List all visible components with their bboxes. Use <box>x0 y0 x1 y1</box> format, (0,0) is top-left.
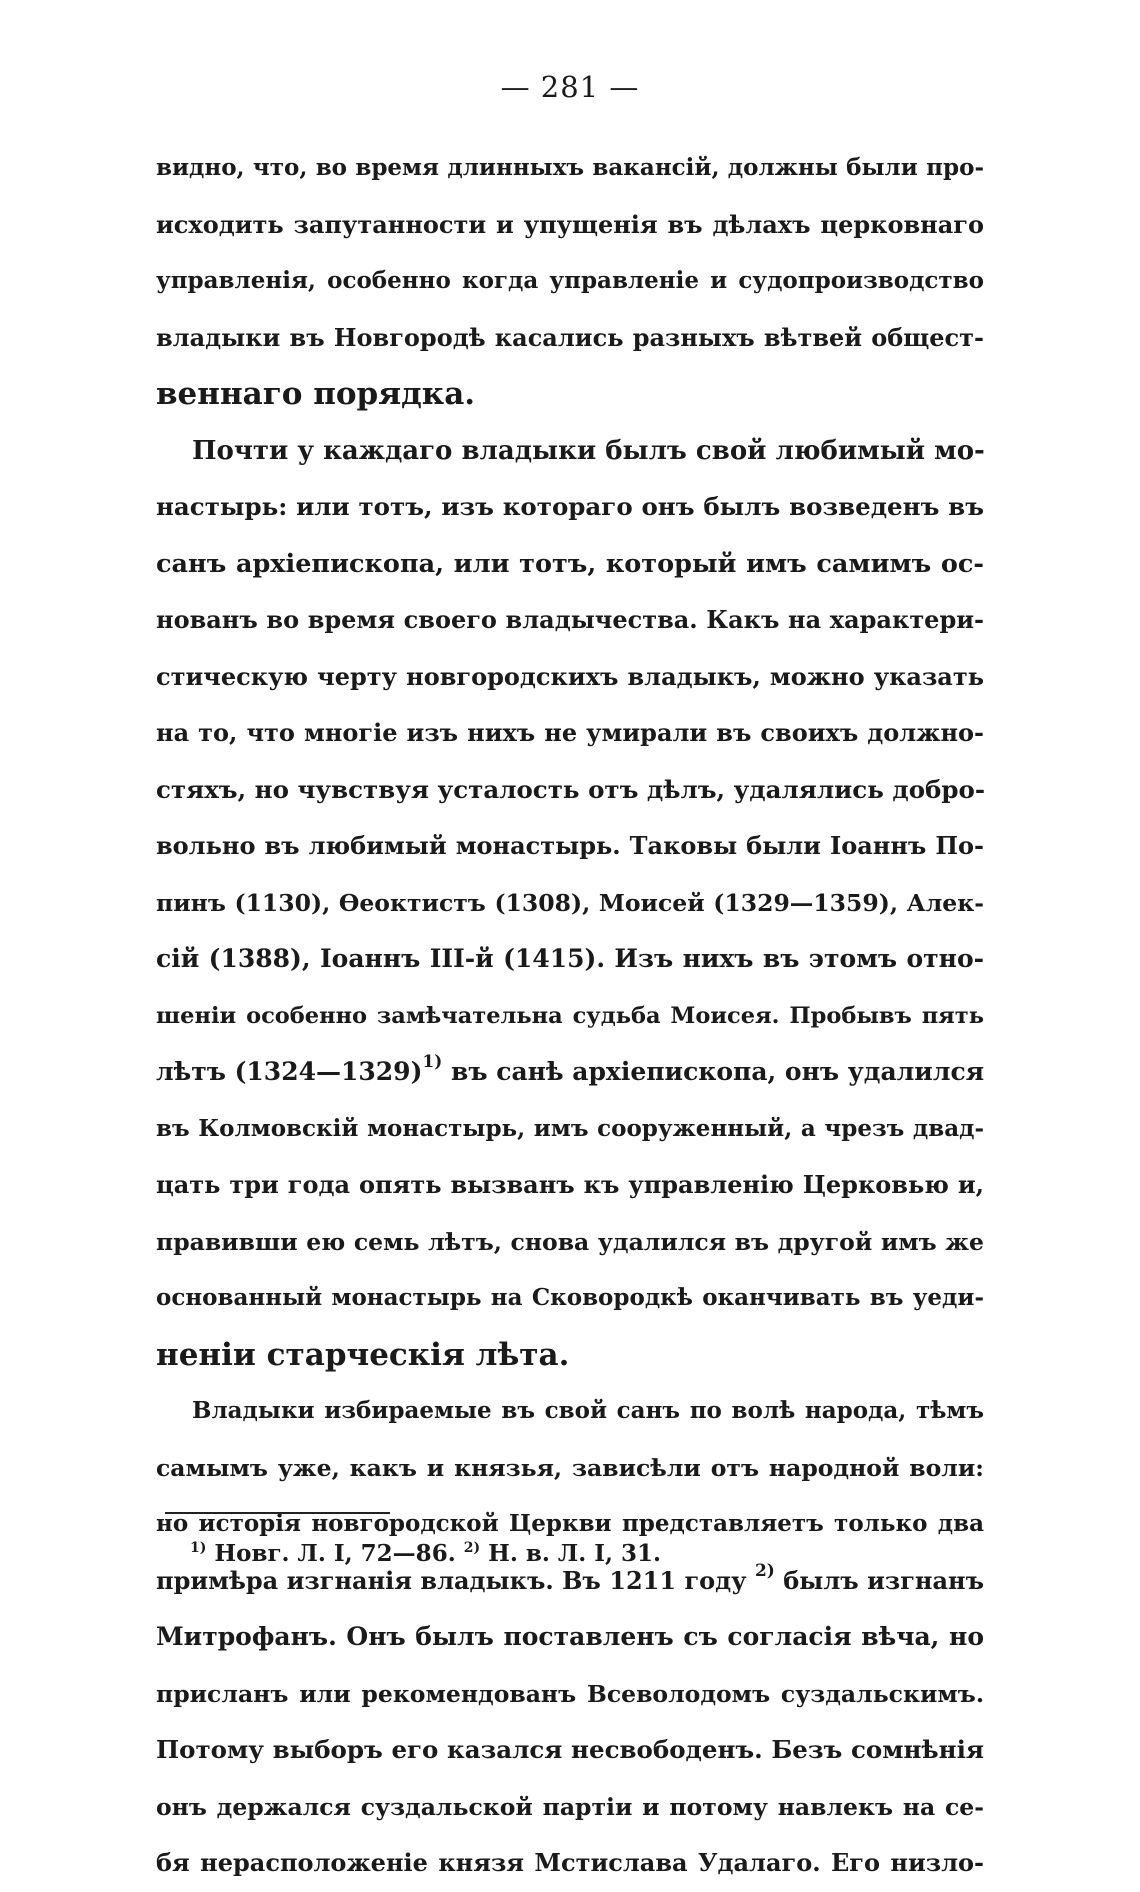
text-line: сій (1388), Іоаннъ III-й (1415). Изъ нихъ въ этомъ отно- <box>156 944 984 973</box>
text-line: Почти у каждаго владыки былъ свой любимый мо- <box>192 435 985 466</box>
text-line: владыки въ Новгородѣ касались разныхъ вѣтвей общест- <box>156 322 984 352</box>
text-line: пинъ (1130), Ѳеоктистъ (1308), Моисей (1329—1359), Алек- <box>156 888 984 917</box>
text-line: Митрофанъ. Онъ былъ поставленъ съ согласія вѣча, но <box>156 1622 984 1651</box>
text-segment: былъ изгнанъ <box>783 1565 985 1595</box>
text-line: онъ держался суздальской партіи и потому навлекъ на се- <box>156 1792 984 1821</box>
footnote-label-1: 1) <box>190 1540 207 1556</box>
text-line: настырь: или тотъ, изъ котораго онъ былъ возведенъ въ <box>156 492 984 521</box>
page-number: — 281 — <box>500 70 640 104</box>
text-line: Потому выборъ его казался несвободенъ. Безъ сомнѣнія <box>156 1735 984 1764</box>
text-line: видно, что, во время длинныхъ вакансій, должны были про- <box>156 154 984 181</box>
footnote-1: Новг. Л. I, 72—86. <box>214 1540 456 1567</box>
text-line: вольно въ любимый монастырь. Таковы были Іоаннъ По- <box>156 831 984 860</box>
text-line: санъ архіепископа, или тотъ, который имъ самимъ ос- <box>156 548 984 579</box>
text-line: шеніи особенно замѣчательна судьба Моисея. Пробывъ пять <box>156 1002 984 1029</box>
text-line: Владыки избираемые въ свой санъ по волѣ народа, тѣмъ <box>192 1397 984 1424</box>
text-line: на то, что многіе изъ нихъ не умирали въ своихъ должно- <box>156 718 984 747</box>
text-line: правивши ею семь лѣтъ, снова удалился въ другой имъ же <box>156 1227 984 1256</box>
text-segment: лѣтъ (1324—1329) <box>156 1057 423 1086</box>
footnote-2: Н. в. Л. I, 31. <box>488 1540 661 1567</box>
footnote-divider <box>165 1512 390 1514</box>
text-line: веннаго порядка. <box>156 376 476 412</box>
text-line: цать три года опять вызванъ къ управленію Церковью и, <box>156 1170 984 1199</box>
footnotes <box>190 1540 661 1567</box>
text-line: стическую черту новгородскихъ владыкъ, можно указать <box>156 661 984 691</box>
text-segment: примѣра изгнанія владыкъ. Въ 1211 году <box>156 1565 747 1595</box>
text-line-with-note <box>156 1044 984 1101</box>
text-line: самымъ уже, какъ и князья, зависѣли отъ народной воли: <box>156 1453 984 1482</box>
footnote-mark-2: 2) <box>754 1560 775 1581</box>
footnote-label-2: 2) <box>463 1540 481 1556</box>
text-line: неніи старческія лѣта. <box>156 1336 570 1373</box>
text-line: бя нерасположеніе князя Мстислава Удалаго. Его низло- <box>156 1848 984 1877</box>
text-line: стяхъ, но чувствуя усталость отъ дѣлъ, удалялись добро- <box>156 774 986 804</box>
text-line: присланъ или рекомендованъ Всеволодомъ суздальскимъ. <box>156 1679 984 1708</box>
text-segment: въ санѣ архіепископа, онъ удалился <box>451 1057 985 1086</box>
text-line: въ Колмовскій монастырь, имъ сооруженный, а чрезъ двад- <box>156 1114 984 1142</box>
text-line: исходить запутанности и упущенія въ дѣлахъ церковнаго <box>156 209 984 239</box>
body-text <box>156 140 984 1892</box>
text-line: нованъ во время своего владычества. Какъ на характери- <box>156 605 984 634</box>
footnote-mark-1: 1) <box>422 1052 443 1072</box>
text-line: но исторія новгородской Церкви представляетъ только два <box>156 1510 984 1537</box>
text-line: управленія, особенно когда управленіе и судопроизводство <box>156 267 984 294</box>
text-line: основанный монастырь на Сковородкѣ оканчивать въ уеди- <box>156 1284 984 1311</box>
